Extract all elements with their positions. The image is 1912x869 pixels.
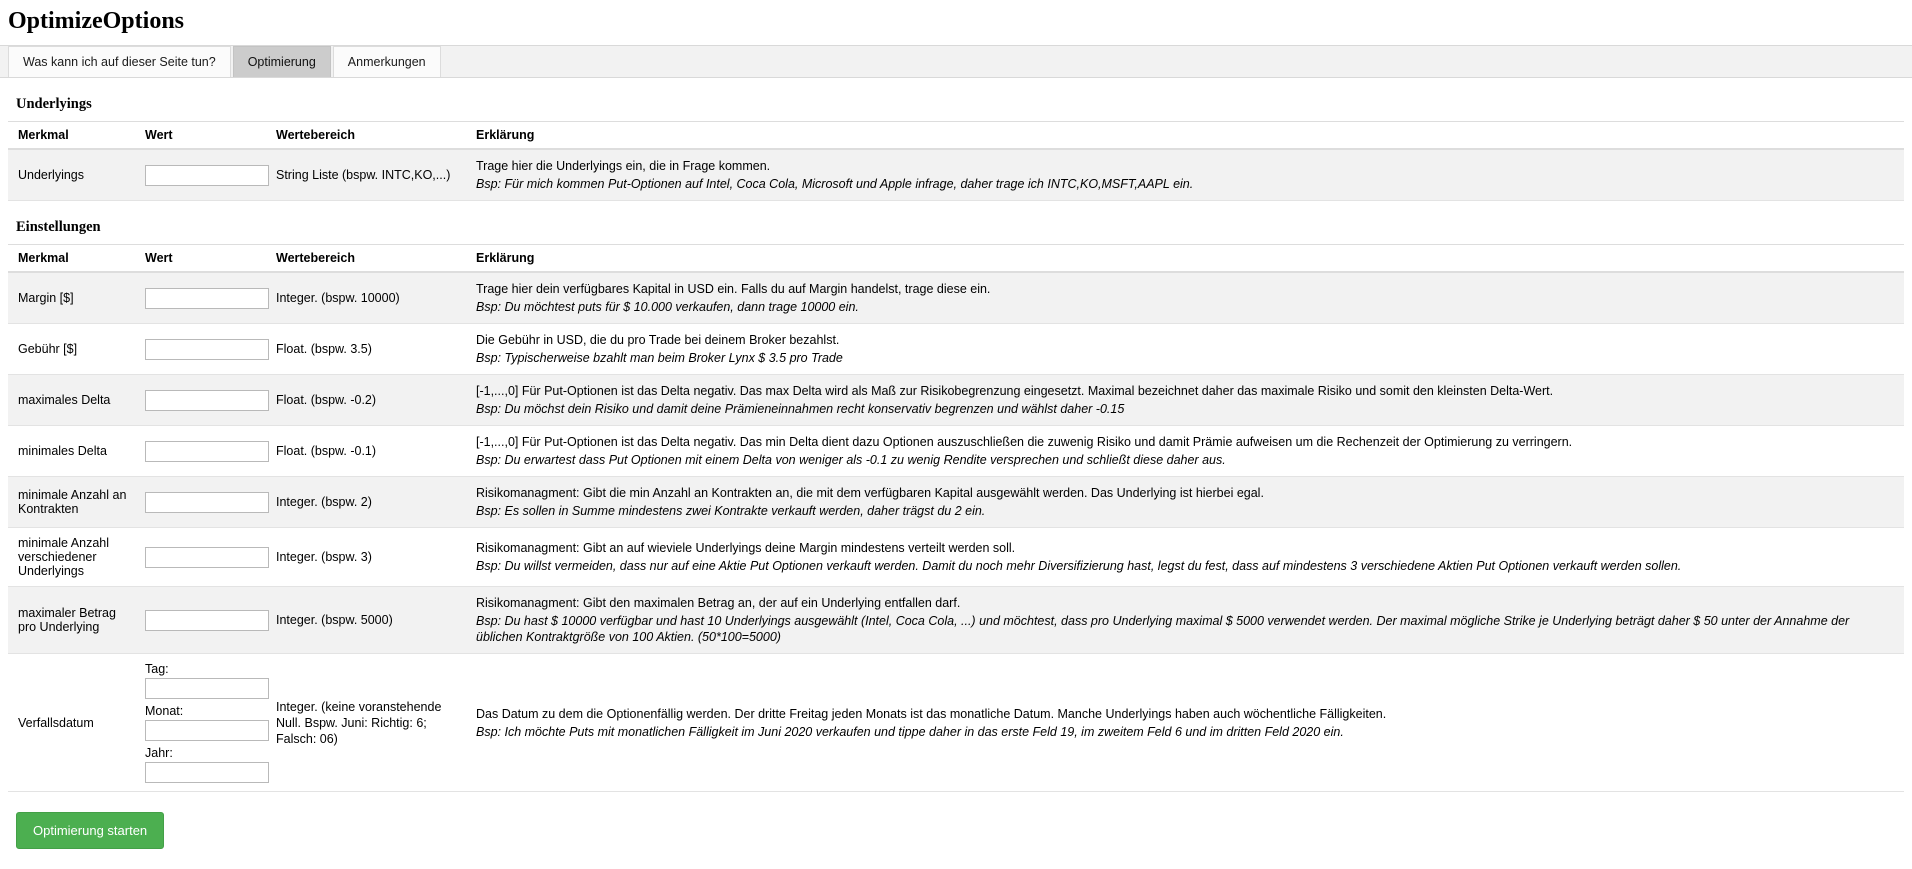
explanation-main: Die Gebühr in USD, die du pro Trade bei deinem Broker bezahlst. (476, 333, 840, 347)
row-range-margin (266, 272, 466, 324)
explanation-example: Bsp: Ich möchte Puts mit monatlichen Fälligkeit im Juni 2020 verkaufen und tippe daher in das erste Feld 19, im zweitem Feld 6 und im dritten Feld 2020 ein. (476, 724, 1344, 739)
cell-input-min-delta (135, 426, 266, 477)
date-row-monat (145, 704, 260, 741)
tab-optimierung[interactable]: Optimierung (233, 46, 331, 77)
range-text: Integer. (bspw. 10000) (276, 291, 400, 305)
table-row (8, 375, 1904, 426)
gebuehr-input[interactable] (145, 339, 269, 360)
row-range-verfallsdatum (266, 654, 466, 792)
row-explanation-gebuehr (466, 324, 1904, 375)
tab-anmerkungen[interactable]: Anmerkungen (333, 46, 441, 77)
table-row-verfallsdatum (8, 654, 1904, 792)
row-range-min-kontrakte (266, 477, 466, 528)
verfallsdatum-tag-input[interactable] (145, 678, 269, 699)
maximaler-betrag-input[interactable] (145, 610, 269, 631)
page-root (0, 8, 1912, 869)
explanation-example: Bsp: Du möchst dein Risiko und damit deine Prämieneinnahmen recht konservativ begrenzen und wählst daher -0.15 (476, 402, 1125, 416)
range-text: Float. (bspw. -0.1) (276, 444, 377, 458)
explanation-main: Risikomanagment: Gibt den maximalen Betrag an, der auf ein Underlying entfallen darf. (476, 596, 961, 610)
header-wertebereich: Wertebereich (266, 122, 466, 150)
explanation-example: Bsp: Es sollen in Summe mindestens zwei Kontrakte verkauft werden, daher trägst du 2 ein. (476, 504, 986, 518)
row-explanation-margin (466, 272, 1904, 324)
range-text: Integer. (bspw. 3) (276, 550, 372, 564)
explanation-main: Das Datum zu dem die Optionenfällig werden. Der dritte Freitag jeden Monats ist das monatliche Datum. Manche Underlyings haben auch wöchentliche Fälligkeiten. (476, 706, 1387, 721)
range-text: Integer. (keine voranstehende Null. Bspw. Juni: Richtig: 6; Falsch: 06) (276, 699, 442, 746)
header-wert: Wert (135, 245, 266, 273)
row-range-max-delta (266, 375, 466, 426)
label-jahr: Jahr: (145, 746, 173, 760)
minimales-delta-input[interactable] (145, 441, 269, 462)
minimale-anzahl-kontrakte-input[interactable] (145, 492, 269, 513)
margin-input[interactable] (145, 288, 269, 309)
range-text: Integer. (bspw. 2) (276, 495, 372, 509)
row-explanation-underlyings (466, 149, 1904, 201)
einstellungen-table (8, 244, 1904, 792)
explanation-example: Bsp: Für mich kommen Put-Optionen auf Intel, Coca Cola, Microsoft und Apple infrage, daher trage ich INTC,KO,MSFT,AAPL ein. (476, 177, 1194, 191)
range-text: Float. (bspw. 3.5) (276, 342, 372, 356)
row-explanation-min-delta (466, 426, 1904, 477)
verfallsdatum-jahr-input[interactable] (145, 762, 269, 783)
maximales-delta-input[interactable] (145, 390, 269, 411)
row-explanation-min-kontrakte (466, 477, 1904, 528)
explanation-example: Bsp: Typischerweise bzahlt man beim Broker Lynx $ 3.5 pro Trade (476, 351, 843, 365)
cell-input-min-underlyings (135, 528, 266, 587)
header-merkmal: Merkmal (8, 122, 135, 150)
section-title-underlyings: Underlyings (16, 96, 92, 112)
tab-was-kann-ich-tun[interactable]: Was kann ich auf dieser Seite tun? (8, 46, 231, 77)
row-label-margin: Margin [$] (8, 272, 135, 324)
cell-input-margin (135, 272, 266, 324)
date-row-jahr (145, 746, 260, 783)
row-label-min-delta: minimales Delta (8, 426, 135, 477)
table-header-row (8, 245, 1904, 273)
table-row (8, 426, 1904, 477)
row-range-max-betrag (266, 587, 466, 654)
row-explanation-verfallsdatum (466, 654, 1904, 792)
date-input-group (145, 662, 260, 783)
section-title-einstellungen: Einstellungen (16, 219, 101, 235)
row-label-gebuehr: Gebühr [$] (8, 324, 135, 375)
row-label-min-underlyings: minimale Anzahl verschiedener Underlyings (8, 528, 135, 587)
table-row (8, 324, 1904, 375)
row-range-min-delta (266, 426, 466, 477)
start-optimization-button[interactable]: Optimierung starten (16, 812, 164, 849)
row-explanation-max-betrag (466, 587, 1904, 654)
cell-input-gebuehr (135, 324, 266, 375)
table-row (8, 477, 1904, 528)
explanation-main: [-1,...,0] Für Put-Optionen ist das Delta negativ. Das max Delta wird als Maß zur Risikobegrenzung eingesetzt. Maximal bezeichnet daher das maximale Risiko und somit den kleinsten Delta-Wert. (476, 384, 1554, 398)
explanation-main: Trage hier die Underlyings ein, die in Frage kommen. (476, 159, 771, 173)
table-row (8, 528, 1904, 587)
header-wert: Wert (135, 122, 266, 150)
underlyings-table (8, 121, 1904, 201)
row-explanation-min-underlyings (466, 528, 1904, 587)
range-text: String Liste (bspw. INTC,KO,...) (276, 168, 451, 182)
range-text: Float. (bspw. -0.2) (276, 393, 377, 407)
range-text: Integer. (bspw. 5000) (276, 613, 393, 627)
page-title: OptimizeOptions (8, 8, 185, 34)
tab-bar (0, 45, 1912, 78)
explanation-main: Trage hier dein verfügbares Kapital in USD ein. Falls du auf Margin handelst, trage diese ein. (476, 282, 991, 296)
row-label-verfallsdatum: Verfallsdatum (8, 654, 135, 792)
table-row (8, 149, 1904, 201)
header-wertebereich: Wertebereich (266, 245, 466, 273)
underlyings-input[interactable] (145, 165, 269, 186)
explanation-example: Bsp: Du möchtest puts für $ 10.000 verkaufen, dann trage 10000 ein. (476, 300, 859, 314)
header-erklaerung: Erklärung (466, 245, 1904, 273)
cell-input-verfallsdatum (135, 654, 266, 792)
table-header-row (8, 122, 1904, 150)
cell-input-min-kontrakte (135, 477, 266, 528)
cell-input-max-betrag (135, 587, 266, 654)
row-range-underlyings (266, 149, 466, 201)
minimale-anzahl-underlyings-input[interactable] (145, 547, 269, 568)
row-label-max-delta: maximales Delta (8, 375, 135, 426)
table-row (8, 272, 1904, 324)
verfallsdatum-monat-input[interactable] (145, 720, 269, 741)
explanation-main: [-1,...,0] Für Put-Optionen ist das Delta negativ. Das min Delta dient dazu Optionen auszuschließen die zuwenig Risiko und damit Prämie aufweisen um die Rechenzeit der Optimierung zu verringern. (476, 435, 1573, 449)
date-row-tag (145, 662, 260, 699)
row-label-underlyings: Underlyings (8, 149, 135, 201)
table-row (8, 587, 1904, 654)
explanation-example: Bsp: Du erwartest dass Put Optionen mit einem Delta von weniger als -0.1 zu wenig Rendite versprechen und schließt diese daher aus. (476, 453, 1226, 467)
label-tag: Tag: (145, 662, 169, 676)
row-label-max-betrag: maximaler Betrag pro Underlying (8, 587, 135, 654)
explanation-example: Bsp: Du willst vermeiden, dass nur auf eine Aktie Put Optionen verkauft werden. Damit du noch mehr Diversifizierung hast, legst du fest, dass auf mindestens 3 verschiedene Aktien Put Optionen verkauft werden sollen. (476, 559, 1682, 573)
cell-input-underlyings (135, 149, 266, 201)
explanation-main: Risikomanagment: Gibt die min Anzahl an Kontrakten an, die mit dem verfügbaren Kapital ausgewählt werden. Das Underlying ist hierbei egal. (476, 486, 1264, 500)
header-merkmal: Merkmal (8, 245, 135, 273)
label-monat: Monat: (145, 704, 184, 718)
row-range-gebuehr (266, 324, 466, 375)
header-erklaerung: Erklärung (466, 122, 1904, 150)
row-explanation-max-delta (466, 375, 1904, 426)
row-label-min-kontrakte: minimale Anzahl an Kontrakten (8, 477, 135, 528)
explanation-example: Bsp: Du hast $ 10000 verfügbar und hast 10 Underlyings ausgewählt (Intel, Coca Cola, ...) und möchtest, dass pro Underlying maximal $ 5000 verwendet werden. Der maximal mögliche Strike je Underlying beträgt daher $ 50 unter der Annahme der üblichen Kontraktgröße von 100 Aktien. (50*100=5000) (476, 614, 1850, 644)
explanation-main: Risikomanagment: Gibt an auf wieviele Underlyings deine Margin mindestens verteilt werden soll. (476, 541, 1016, 555)
cell-input-max-delta (135, 375, 266, 426)
row-range-min-underlyings (266, 528, 466, 587)
